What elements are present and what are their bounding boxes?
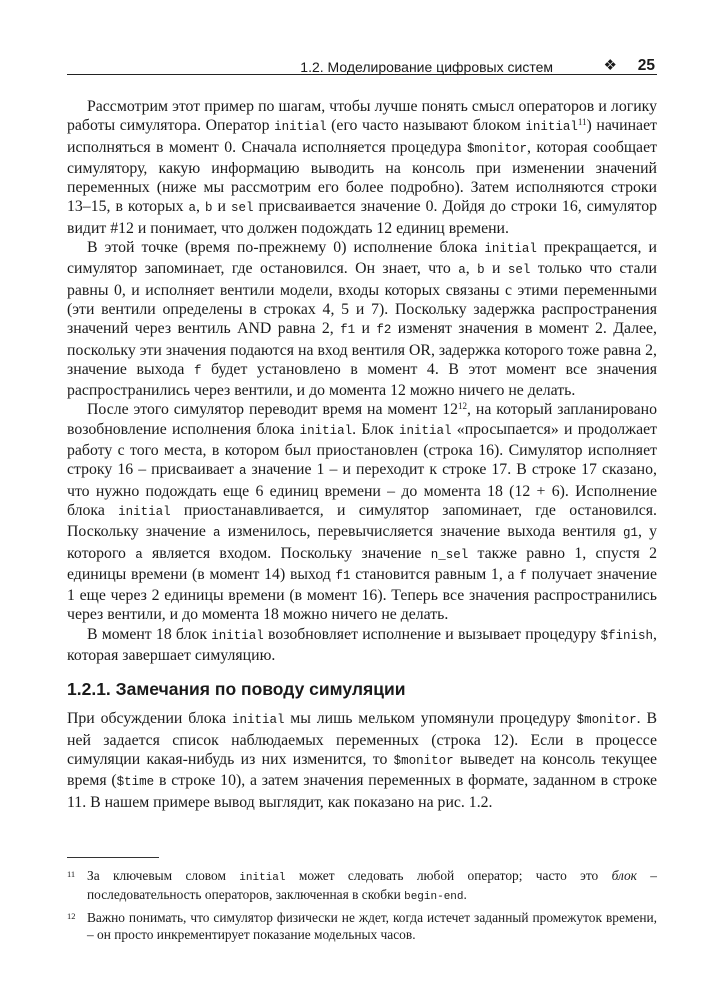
main-text — [67, 97, 657, 812]
text-run: прекращается, и симулятор запоминает, где остановился. Он знает, что — [67, 239, 657, 278]
text-run: . Блок — [352, 420, 399, 438]
text-run: Важно понимать, что симулятор физически не ждет, когда истечет заданный промежуток времени, – он просто инкрементирует показание модельных часов. — [87, 910, 657, 942]
text-run: , у которого — [67, 523, 658, 562]
footnote-number: 11 — [67, 869, 76, 879]
text-run: . — [463, 886, 467, 902]
text-run: также равно 1, спустя 2 единицы времени (в момент 14) выход — [67, 544, 657, 583]
text-run: (его часто называют блоком — [326, 117, 526, 135]
text-run: изменилось, перевычисляется значение выхода вентиля — [220, 523, 623, 541]
text-run: За ключевым словом — [87, 868, 240, 883]
code-term: $finish — [600, 628, 654, 643]
text-run: возобновляет исполнение и вызывает процедуру — [263, 625, 601, 643]
text-run: и — [212, 198, 231, 216]
text-run: ) начинает исполняться в момент 0. Сначала исполняется процедура — [67, 117, 657, 156]
code-term: g1 — [622, 526, 638, 541]
text-run: После этого симулятор переводит время на момент 12 — [87, 401, 459, 419]
code-term: $monitor — [466, 141, 527, 156]
footnote — [67, 910, 657, 943]
text-run: , — [465, 260, 478, 278]
running-header — [67, 46, 657, 75]
code-term: $monitor — [393, 753, 454, 768]
code-term: sel — [507, 263, 531, 278]
code-term: initial — [239, 872, 286, 884]
text-run: и — [484, 260, 508, 278]
footnote-divider — [67, 857, 159, 858]
paragraph — [67, 97, 657, 238]
text-run: только что стали равны 0, и исполняет вентили модели, входы которых связаны с этими переменными (эти вентили определены в строках 4, 5 и 7). Поскольку задержка распространения значений через вентиль AND равна 2, — [67, 260, 657, 338]
code-term: f — [519, 568, 527, 583]
code-term: initial — [525, 120, 578, 135]
text-run: В момент 18 блок — [87, 625, 212, 643]
code-term: a — [238, 464, 247, 479]
text-run: изменят значения в момент 2. Далее, поскольку эти значения подаются на вход вентиля OR, задержка которого тоже равна 2, значение выхода — [67, 320, 658, 378]
footnote-ref: 11 — [577, 117, 587, 128]
text-run: в строке 10), а затем значения переменных в формате, заданном в строке 11. В нашем примере вывод выглядит, как показано на рис. 1.2. — [67, 772, 657, 811]
text-run: . В ней задается список наблюдаемых переменных (строка 12). Если в процессе симуляции какая-нибудь из них изменится, то — [67, 710, 658, 768]
code-term: initial — [399, 423, 452, 438]
code-term: b — [204, 201, 213, 216]
running-title: 1.2. Моделирование цифровых систем — [300, 59, 553, 75]
text-run: , которая сообщает симулятору, какую информацию выводить на консоль при изменении значений переменных (ниже мы рассмотрим его более подробно). Затем исполняются строки 13–15, в которых — [67, 138, 657, 216]
code-term: f1 — [335, 568, 351, 583]
code-term: f2 — [376, 323, 392, 338]
code-term: initial — [118, 504, 171, 519]
text-run: При обсуждении блока — [67, 710, 232, 728]
code-term: f — [193, 363, 202, 378]
footnote-ref: 12 — [458, 401, 468, 412]
text-run: В этой точке (время по-прежнему 0) исполнение блока — [87, 239, 485, 257]
text-run: Рассмотрим этот пример по шагам, чтобы лучше понять смысл операторов и логику работы симулятора. Оператор — [67, 98, 657, 135]
text-run: , — [196, 198, 205, 216]
text-run: приостанавливается, и симулятор запоминает, где остановился. Поскольку значение — [67, 501, 657, 541]
paragraph — [67, 238, 657, 400]
ornament-icon: ❖ — [603, 56, 617, 74]
paragraph — [67, 709, 657, 811]
code-term: a — [213, 526, 221, 541]
code-term: initial — [231, 713, 285, 728]
code-term: a — [188, 201, 197, 216]
footnote-text — [87, 868, 657, 902]
code-term: initial — [299, 423, 353, 438]
text-run: «просыпается» и продолжает работу с того места, в котором был приостановлен (строка 16). Симулятор исполняет строку 16 – присваивает — [67, 420, 657, 479]
text-run: выведет на консоль текущее время ( — [67, 750, 657, 790]
code-term: $time — [116, 775, 155, 790]
code-term: begin-end — [404, 890, 464, 903]
code-term: $monitor — [576, 713, 637, 728]
paragraph — [67, 400, 657, 624]
footnote-text — [87, 910, 657, 942]
footnote — [67, 868, 657, 905]
page-number: 25 — [637, 57, 655, 74]
text-run: будет установлено в момент 4. В этот момент все значения распространились через вентили, и до момента 12 можно ничего не делать. — [67, 360, 657, 400]
text-run: и — [355, 320, 377, 338]
text-run: может следовать любой оператор; часто это — [285, 868, 612, 883]
text-run: становится равным 1, а — [350, 565, 520, 583]
text-run: присваивается значение 0. Дойдя до строки 16, симулятор видит #12 и понимает, что должен подождать 12 единиц времени. — [67, 198, 657, 237]
text-run: получает значение 1 еще через 2 единицы времени (в момент 16). Теперь все значения распространились через вентили, и до момента 18 можно ничего не делать. — [67, 565, 657, 624]
paragraph — [67, 625, 657, 666]
text-run: значение 1 – и переходит к строке 17. В строке 17 сказано, что нужно подождать еще 6 единиц времени – до момента 18 (12 + 6). Исполнение блока — [67, 461, 657, 519]
section-heading: 1.2.1. Замечания по поводу симуляции — [67, 679, 406, 700]
code-term: f1 — [340, 323, 356, 338]
emphasis: блок — [611, 868, 637, 883]
code-term: initial — [211, 628, 264, 643]
text-run: мы лишь мельком упомянули процедуру — [284, 710, 577, 728]
text-run: – последовательность операторов, заключенная в скобки — [87, 868, 657, 902]
text-run: , которая завершает симуляцию. — [67, 625, 657, 665]
code-term: a — [458, 263, 466, 278]
code-term: b — [477, 263, 485, 278]
footnotes — [67, 868, 657, 948]
code-term: sel — [230, 201, 254, 216]
code-term: a — [135, 547, 143, 562]
code-term: n_sel — [430, 547, 469, 562]
text-run: , на который запланировано возобновление исполнения блока — [67, 401, 657, 438]
code-term: initial — [274, 120, 327, 135]
text-run: является входом. Поскольку значение — [142, 544, 431, 562]
code-term: initial — [484, 242, 537, 257]
footnote-number: 12 — [67, 911, 76, 922]
